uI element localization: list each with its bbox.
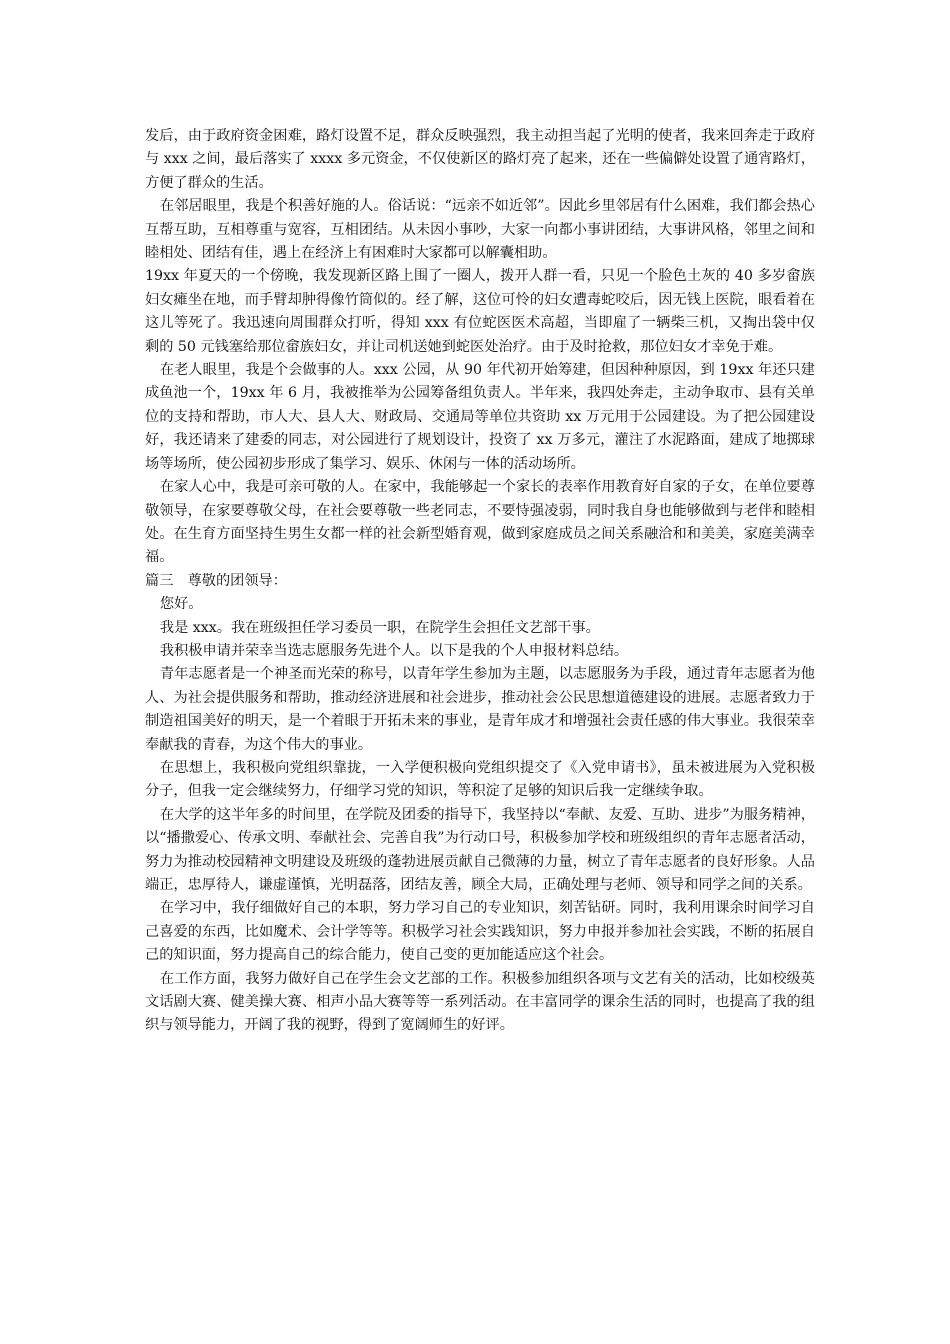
- paragraph: 我积极申请并荣幸当选志愿服务先进个人。以下是我的个人申报材料总结。: [159, 642, 629, 659]
- paragraph: 在思想上，我积极向党组织靠拢，一入学便积极向党组织提交了《入党申请书》，虽未被进展为入党积极分子，但我一定会继续努力，仔细学习党的知识，等积淀了足够的知识后我一定继续争取。: [145, 759, 815, 800]
- paragraph: 在工作方面，我努力做好自己在学生会文艺部的工作。积极参加组织各项与文艺有关的活动，比如校级英文话剧大赛、健美操大赛、相声小品大赛等等一系列活动。在丰富同学的课余生活的同时，也提高了我的组织与领导能力，开阔了我的视野，得到了宽阔师生的好评。: [145, 970, 815, 1034]
- document-body: [145, 125, 815, 1038]
- paragraph: 发后，由于政府资金困难，路灯设置不足，群众反映强烈，我主动担当起了光明的使者，我来回奔走于政府与 xxx 之间，最后落实了 xxxx 多元资金，不仅使新区的路灯亮了起来，还在一些偏僻处设置了通宵路灯，方便了群众的生活。: [145, 128, 815, 191]
- greeting: 您好。: [159, 596, 203, 613]
- paragraph: 在邻居眼里，我是个积善好施的人。俗话说：“远亲不如近邻”。因此乡里邻居有什么困难，我们都会热心互帮互助，互相尊重与宽容，互相团结。从未因小事吵，大家一向都小事讲团结，大事讲风格，邻里之间和睦相处、团结有佳，遇上在经济上有困难时大家都可以解囊相助。: [145, 198, 815, 262]
- paragraph: 在学习中，我仔细做好自己的本职，努力学习自己的专业知识，刻苦钻研。同时，我利用课余时间学习自己喜爱的东西，比如魔术、会计学等等。积极学习社会实践知识，努力申报并参加社会实践，不断的拓展自己的知识面，努力提高自己的综合能力，使自己变的更加能适应这个社会。: [145, 900, 815, 964]
- paragraph: 青年志愿者是一个神圣而光荣的称号，以青年学生参加为主题，以志愿服务为手段，通过青年志愿者为他人、为社会提供服务和帮助，推动经济进展和社会进步，推动社会公民思想道德建设的进展。志愿者致力于制造祖国美好的明天，是一个着眼于开拓未来的事业，是青年成才和增强社会责任感的伟大事业。我很荣幸奉献我的青春，为这个伟大的事业。: [145, 666, 815, 753]
- paragraph: 在老人眼里，我是个会做事的人。xxx 公园，从 90 年代初开始筹建，但因种种原因，到 19xx 年还只建成鱼池一个，19xx 年 6 月，我被推举为公园筹备组负责人。半年来，我四处奔走，主动争取市、县有关单位的支持和帮助，市人大、县人大、财政局、交通局等单位共资助 xx 万元用于公园建设。为了把公园建设好，我还请来了建委的同志，对公园进行了规划设计，投资了 xx 万多元，灌注了水泥路面，建成了地掷球场等场所，使公园初步形成了集学习、娱乐、休闲与一体的活动场所。: [145, 362, 815, 472]
- paragraph: 在家人心中，我是可亲可敬的人。在家中，我能够起一个家长的表率作用教育好自家的子女，在单位要尊敬领导，在家要尊敬父母，在社会要尊敬一些老同志，不要恃强凌弱，同时我自身也能够做到与老伴和睦相处。在生育方面坚持生男生女都一样的社会新型婚育观，做到家庭成员之间关系融洽和和美美，家庭美满幸福。: [145, 479, 815, 566]
- paragraph: 19xx 年夏天的一个傍晚，我发现新区路上围了一圈人，拨开人群一看，只见一个脸色土灰的 40 多岁畲族妇女瘫坐在地，而手臂却肿得像竹筒似的。经了解，这位可怜的妇女遭毒蛇咬后，因无钱上医院，眼看着在这儿等死了。我迅速向周围群众打听，得知 xxx 有位蛇医医术高超，当即雇了一辆柴三机，又掏出袋中仅剩的 50 元钱塞给那位畲族妇女，并让司机送她到蛇医处治疗。由于及时抢救，那位妇女才幸免于难。: [145, 268, 815, 355]
- paragraph: 在大学的这半年多的时间里，在学院及团委的指导下，我坚持以“奉献、友爱、互助、进步”为服务精神，以“播撒爱心、传承文明、奉献社会、完善自我”为行动口号，积极参加学校和班级组织的青年志愿者活动，努力为推动校园精神文明建设及班级的蓬勃进展贡献自己微薄的力量，树立了青年志愿者的良好形象。人品端正，忠厚待人，谦虚谨慎，光明磊落，团结友善，顾全大局，正确处理与老师、领导和同学之间的关系。: [145, 806, 815, 893]
- section-heading: 篇三 尊敬的团领导：: [145, 572, 287, 589]
- paragraph: 我是 xxx。我在班级担任学习委员一职，在院学生会担任文艺部干事。: [159, 619, 600, 636]
